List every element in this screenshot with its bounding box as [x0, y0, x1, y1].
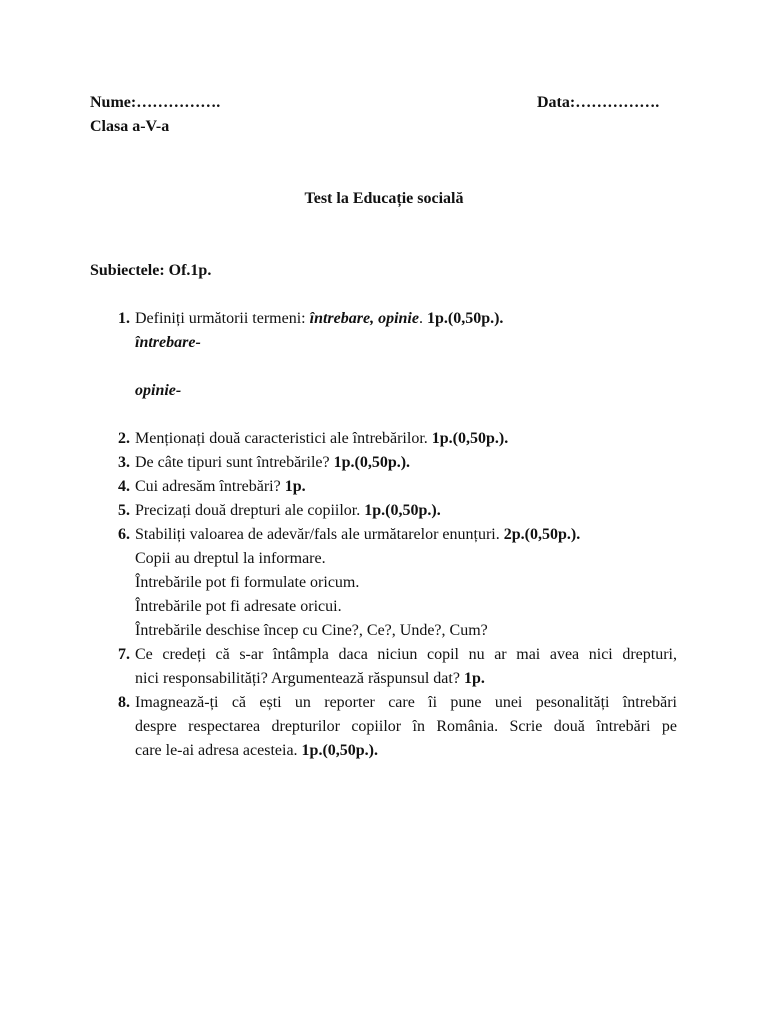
statement-item: Copii au dreptul la informare. — [135, 550, 326, 567]
question-number: 7. — [118, 646, 130, 663]
question-number: 2. — [118, 430, 130, 447]
question-points: 1p.(0,50p.). — [364, 502, 441, 519]
question-text-line: despre respectarea drepturilor copiilor în România. Scrie două întrebări pe — [135, 718, 677, 735]
question-prompt: Menționați două caracteristici ale întrebărilor. — [135, 430, 432, 447]
question-points: 1p.(0,50p.). — [333, 454, 411, 471]
question-points: 1p. — [284, 478, 306, 495]
question-prompt: De câte tipuri sunt întrebările? — [135, 454, 334, 471]
question-number: 1. — [118, 310, 130, 327]
question-prompt: nici responsabilități? Argumentează răspunsul dat? — [135, 670, 464, 687]
statement-item: Întrebările pot fi adresate oricui. — [135, 598, 342, 615]
question-prompt: Stabiliți valoarea de adevăr/fals ale următarelor enunțuri. — [135, 526, 504, 543]
question-text-line: Ce credeți că s-ar întâmpla daca niciun copil nu ar mai avea nici drepturi, — [135, 646, 677, 663]
term-opinie-label: opinie- — [135, 382, 182, 399]
question-points: 1p.(0,50p.). — [426, 310, 504, 327]
question-number: 3. — [118, 454, 130, 471]
question-text — [135, 430, 508, 448]
question-number: 5. — [118, 502, 130, 519]
statement-item: Întrebările deschise încep cu Cine?, Ce?, Unde?, Cum? — [135, 622, 488, 639]
question-text-line: Imagnează-ți că ești un reporter care îi pune unei pesonalități întrebări — [135, 694, 677, 711]
statement-item: Întrebările pot fi formulate oricum. — [135, 574, 360, 591]
question-punct: . — [418, 310, 427, 327]
question-points: 1p.(0,50p.). — [301, 742, 378, 759]
question-prompt: Cui adresăm întrebări? — [135, 478, 285, 495]
question-terms: întrebare, opinie — [309, 310, 419, 327]
date-field-label: Data:……………. — [537, 94, 660, 111]
subjects-label: Subiectele: Of.1p. — [90, 262, 212, 279]
question-prompt: care le-ai adresa acesteia. — [135, 742, 302, 759]
question-number: 8. — [118, 694, 130, 711]
class-label: Clasa a-V-a — [90, 118, 170, 135]
question-points: 1p.(0,50p.). — [431, 430, 509, 447]
page-title: Test la Educație socială — [304, 190, 464, 207]
question-prompt: Definiți următorii termeni: — [135, 310, 310, 327]
term-intrebare-label: întrebare- — [135, 334, 201, 351]
question-points: 1p. — [463, 670, 485, 687]
name-field-label: Nume:……………. — [90, 94, 221, 111]
question-prompt: Precizați două drepturi ale copiilor. — [135, 502, 365, 519]
question-number: 6. — [118, 526, 130, 543]
question-text-line — [135, 670, 485, 688]
question-text — [135, 454, 410, 472]
question-text-line — [135, 742, 378, 760]
question-text — [135, 526, 580, 544]
question-text — [135, 502, 441, 520]
question-text — [135, 478, 306, 496]
question-number: 4. — [118, 478, 130, 495]
question-text — [135, 310, 503, 328]
question-points: 2p.(0,50p.). — [503, 526, 581, 543]
